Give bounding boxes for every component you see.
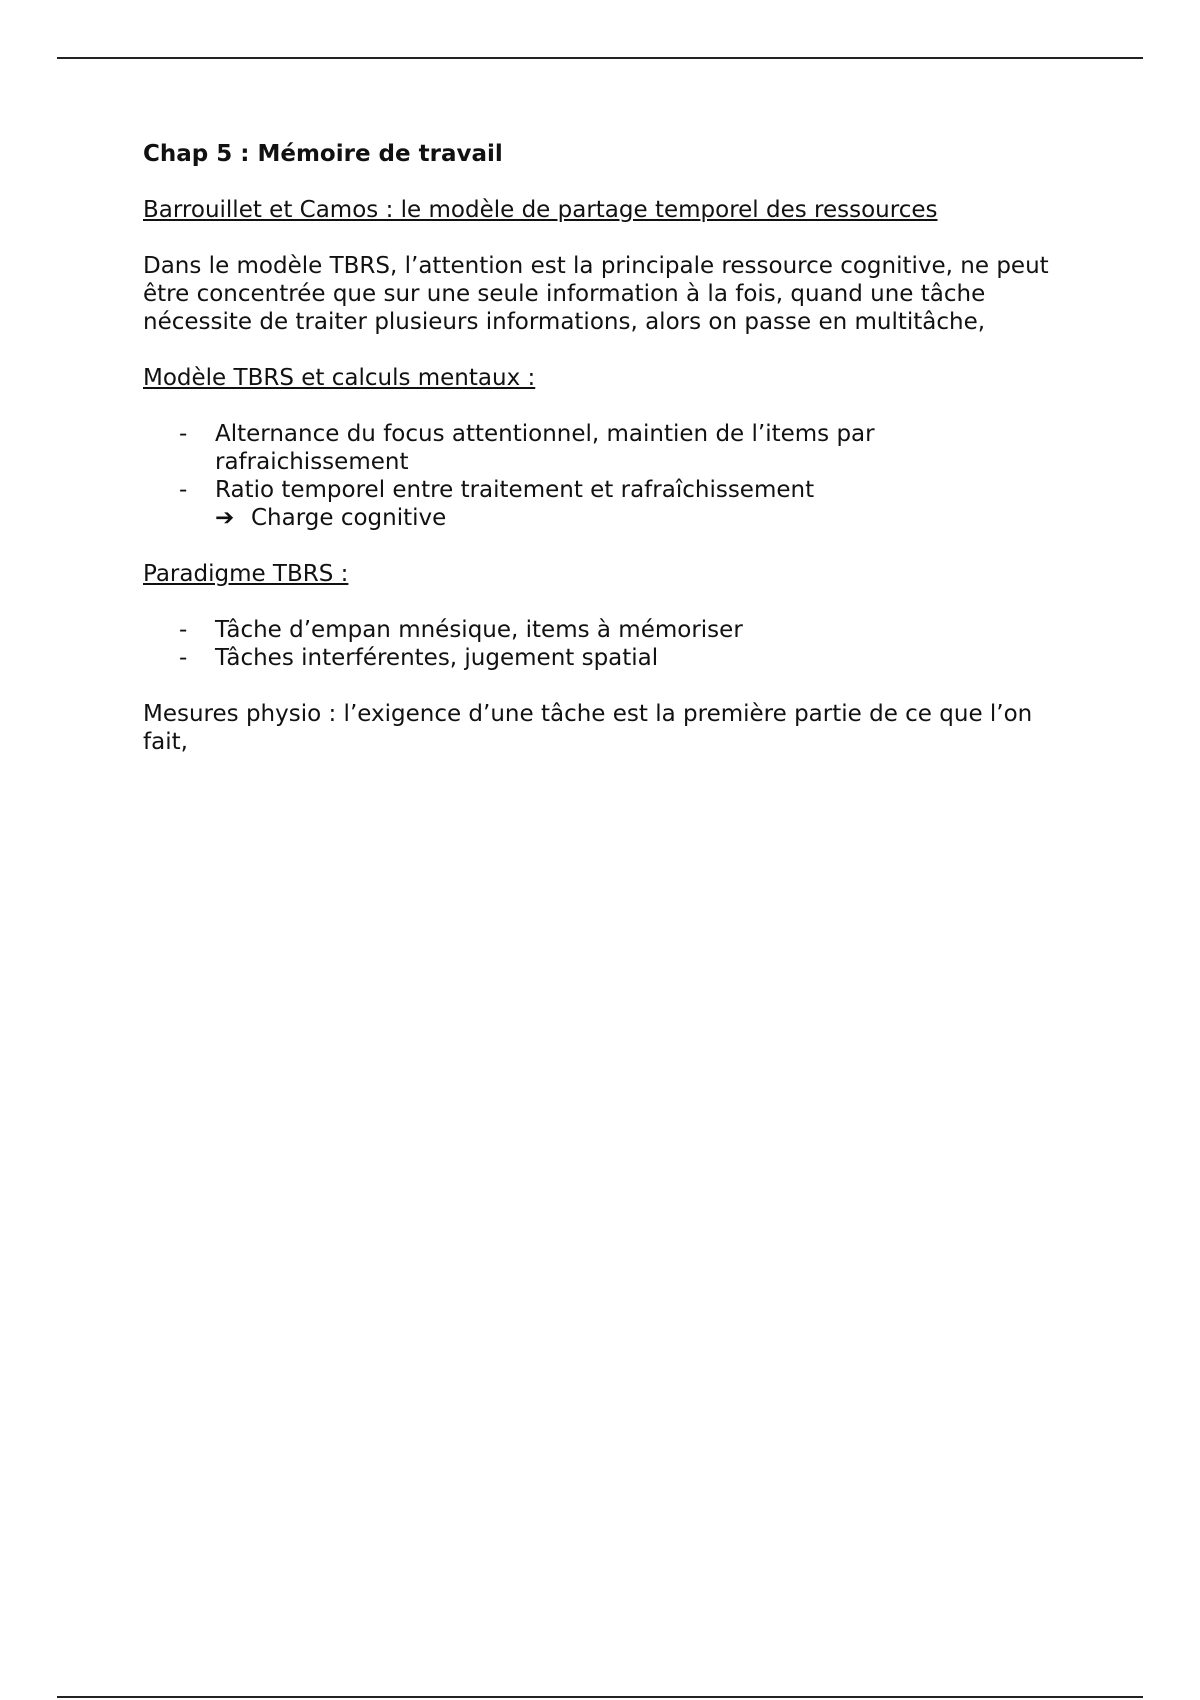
- list-item: [143, 420, 1063, 476]
- bullet-dash: -: [179, 421, 188, 447]
- section-heading-tbrs-calculs: Modèle TBRS et calculs mentaux :: [143, 365, 536, 391]
- closing-paragraph: Mesures physio : l’exigence d’une tâche est la première partie de ce que l’on fait,: [143, 701, 1033, 755]
- list-item: [143, 644, 1063, 672]
- list-item-text: Tâches interférentes, jugement spatial: [215, 645, 659, 671]
- list-item-text: Ratio temporel entre traitement et rafraîchissement: [215, 477, 815, 503]
- bullet-dash: -: [179, 477, 188, 503]
- list-item-text: Tâche d’empan mnésique, items à mémoriser: [215, 617, 743, 643]
- list-item-text: Alternance du focus attentionnel, maintien de l’items par rafraichissement: [215, 421, 875, 475]
- paradigme-list: [143, 616, 1063, 672]
- tbrs-calculs-list: [143, 420, 1063, 532]
- bullet-dash: -: [179, 617, 188, 643]
- list-item: [143, 616, 1063, 644]
- document-body: [143, 140, 1063, 784]
- list-item-arrow: [143, 504, 1063, 532]
- tbrs-paragraph: Dans le modèle TBRS, l’attention est la principale ressource cognitive, ne peut être concentrée que sur une seule information à la fois, quand une tâche nécessite de traiter plusieurs informations, alors on passe en multitâche,: [143, 253, 1049, 335]
- header-rule: [57, 57, 1143, 59]
- footer-rule: [57, 1696, 1143, 1698]
- list-item: [143, 476, 1063, 504]
- arrow-right-icon: ➔: [215, 505, 235, 531]
- section-heading-paradigme: Paradigme TBRS :: [143, 561, 349, 587]
- bullet-dash: -: [179, 645, 188, 671]
- list-item-text: Charge cognitive: [251, 505, 447, 531]
- section-heading-barrouillet-camos: Barrouillet et Camos : le modèle de partage temporel des ressources: [143, 197, 938, 223]
- document-title: Chap 5 : Mémoire de travail: [143, 141, 503, 167]
